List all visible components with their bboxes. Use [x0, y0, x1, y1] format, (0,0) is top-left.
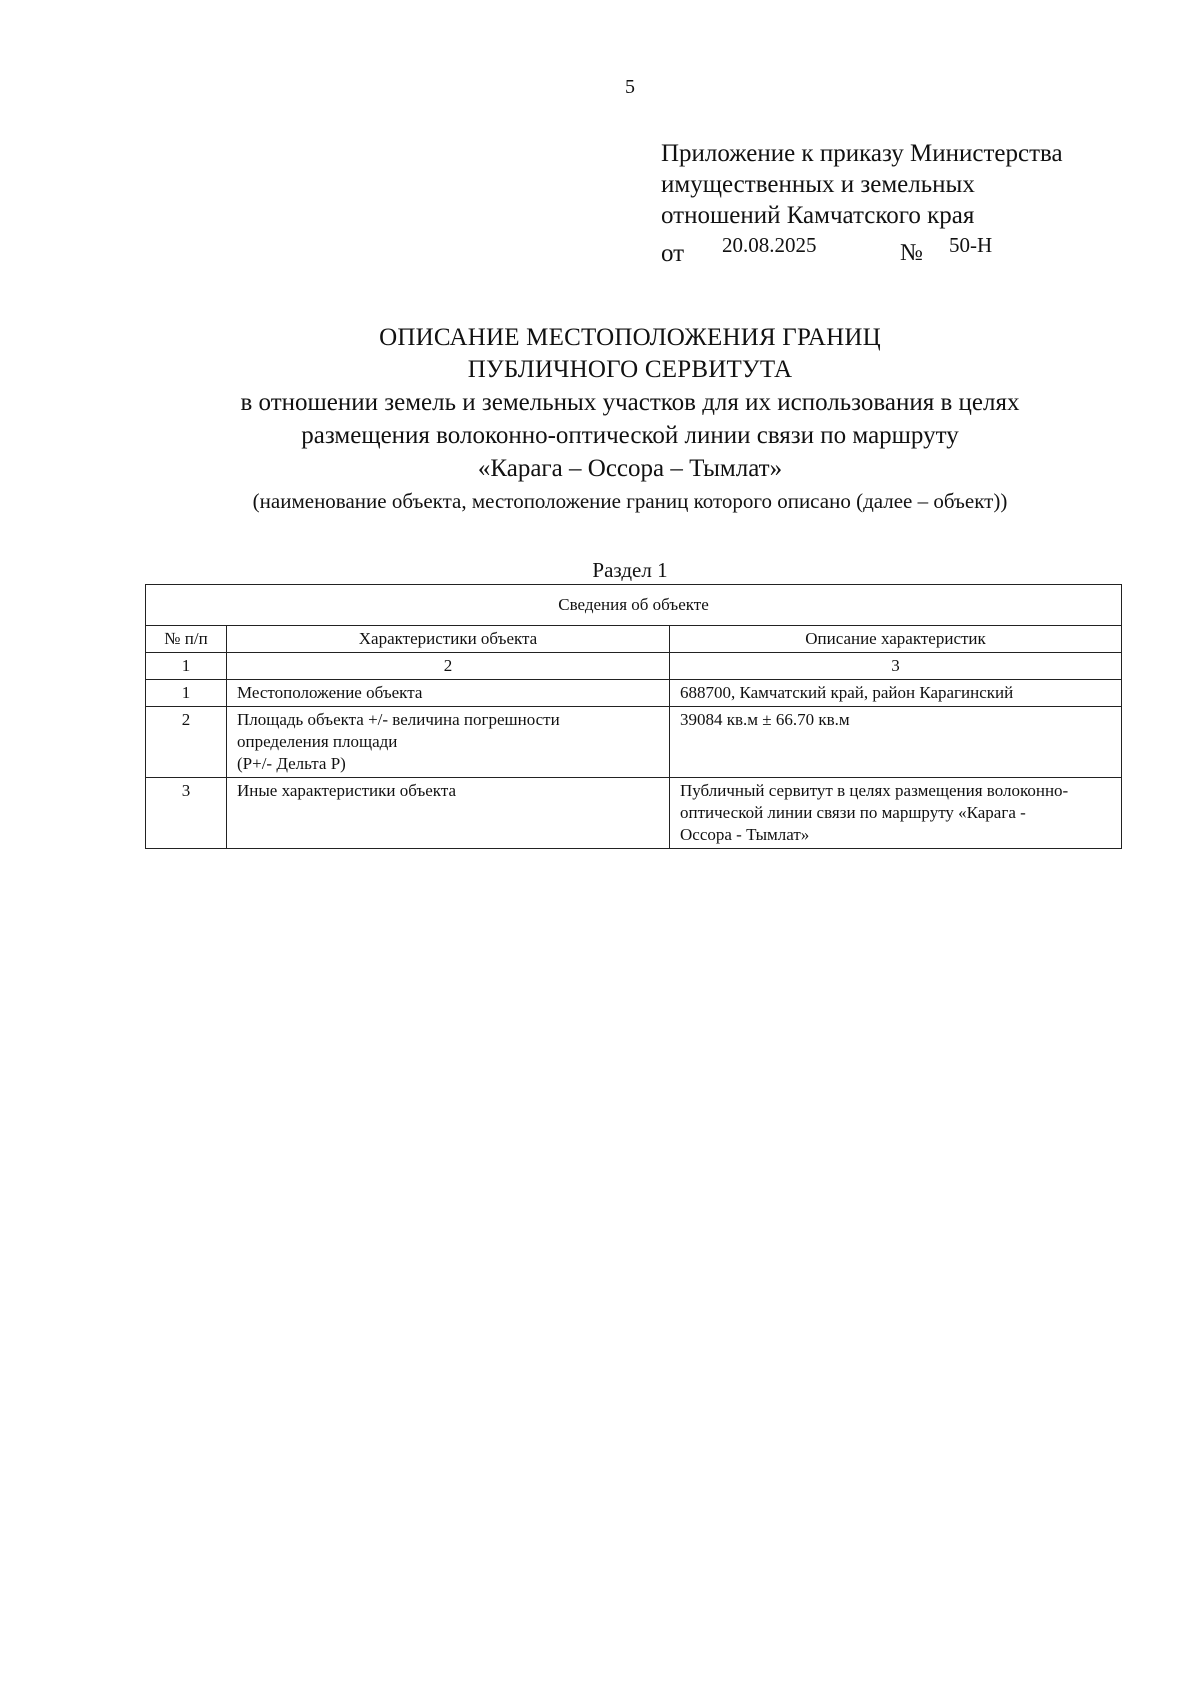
number-label: №	[900, 240, 923, 266]
table-row	[146, 680, 1122, 707]
description-line: оптической линии связи по маршруту «Карага -	[680, 803, 1026, 822]
characteristic-cell: Иные характеристики объекта	[227, 778, 670, 849]
characteristic-line: (Р+/- Дельта Р)	[237, 754, 346, 773]
title-line: размещения волоконно-оптической линии связи по маршруту	[301, 422, 959, 449]
title-note: (наименование объекта, местоположение границ которого описано (далее – объект))	[252, 489, 1008, 513]
characteristic-line: Площадь объекта +/- величина погрешности	[237, 710, 560, 729]
description-cell: 39084 кв.м ± 66.70 кв.м	[670, 707, 1122, 778]
appendix-line: отношений Камчатского края	[661, 202, 975, 229]
table-caption: Сведения об объекте	[146, 585, 1122, 626]
column-number: 1	[146, 653, 227, 680]
column-header: № п/п	[146, 626, 227, 653]
row-number: 3	[146, 778, 227, 849]
description-line: Оссора - Тымлат»	[680, 825, 810, 844]
document-title	[140, 322, 1120, 515]
table-row	[146, 707, 1122, 778]
row-number: 1	[146, 680, 227, 707]
column-header: Описание характеристик	[670, 626, 1122, 653]
page-number: 5	[625, 76, 635, 98]
order-details	[661, 233, 1061, 270]
table-row	[146, 778, 1122, 849]
from-label: от	[661, 240, 685, 267]
characteristic-cell: Местоположение объекта	[227, 680, 670, 707]
appendix-line: имущественных и земельных	[661, 171, 975, 198]
characteristic-line: определения площади	[237, 732, 398, 751]
column-number: 2	[227, 653, 670, 680]
description-line: Публичный сервитут в целях размещения волоконно-	[680, 781, 1069, 800]
characteristic-cell	[227, 707, 670, 778]
title-line: «Карага – Оссора – Тымлат»	[477, 455, 783, 482]
title-line: ОПИСАНИЕ МЕСТОПОЛОЖЕНИЯ ГРАНИЦ	[379, 324, 881, 351]
appendix-line: Приложение к приказу Министерства	[661, 140, 1063, 167]
section-label: Раздел 1	[592, 558, 668, 582]
appendix-header	[661, 138, 1063, 231]
object-info-table	[145, 584, 1122, 849]
title-line: ПУБЛИЧНОГО СЕРВИТУТА	[467, 356, 793, 383]
column-number: 3	[670, 653, 1122, 680]
title-line: в отношении земель и земельных участков для их использования в целях	[240, 389, 1020, 416]
row-number: 2	[146, 707, 227, 778]
column-header: Характеристики объекта	[227, 626, 670, 653]
description-cell: 688700, Камчатский край, район Карагинский	[670, 680, 1122, 707]
description-cell	[670, 778, 1122, 849]
order-number: 50-Н	[949, 233, 993, 257]
order-date: 20.08.2025	[722, 233, 817, 257]
